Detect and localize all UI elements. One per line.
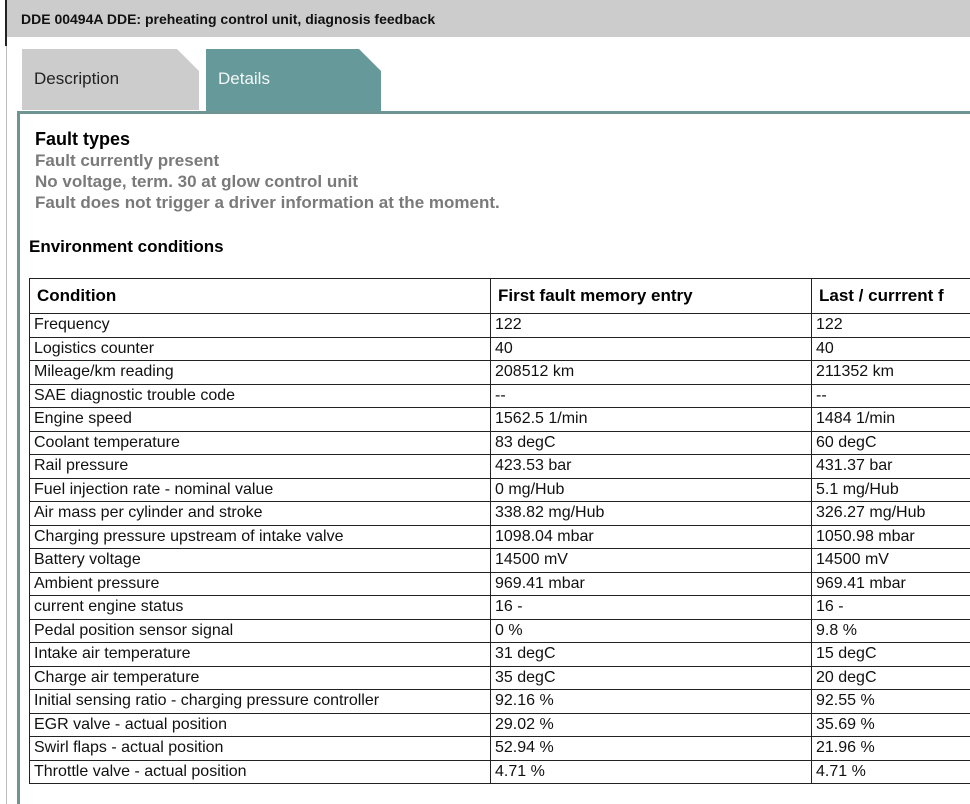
cell-last-entry: 14500 mV: [812, 549, 970, 573]
column-header-condition: Condition: [30, 279, 491, 314]
table-row: [30, 690, 970, 714]
cell-first-entry: 16 -: [491, 596, 812, 620]
table-row: [30, 643, 970, 667]
cell-last-entry: 16 -: [812, 596, 970, 620]
cell-first-entry: 83 degC: [491, 431, 812, 455]
cell-condition: Pedal position sensor signal: [30, 619, 491, 643]
cell-last-entry: 21.96 %: [812, 737, 970, 761]
cell-condition: Intake air temperature: [30, 643, 491, 667]
cell-last-entry: 40: [812, 337, 970, 361]
cell-first-entry: 92.16 %: [491, 690, 812, 714]
table-body: [30, 314, 970, 784]
table-row: [30, 737, 970, 761]
fault-types-heading: Fault types: [35, 129, 131, 149]
table-row: [30, 596, 970, 620]
cell-last-entry: 5.1 mg/Hub: [812, 478, 970, 502]
cell-first-entry: 40: [491, 337, 812, 361]
cell-condition: EGR valve - actual position: [30, 713, 491, 737]
environment-conditions-heading: Environment conditions: [29, 237, 224, 256]
fault-type-line: No voltage, term. 30 at glow control unit: [35, 172, 359, 191]
fault-type-line: Fault currently present: [35, 151, 220, 170]
cell-first-entry: 31 degC: [491, 643, 812, 667]
table-row: [30, 713, 970, 737]
cell-first-entry: 1098.04 mbar: [491, 525, 812, 549]
cell-condition: Fuel injection rate - nominal value: [30, 478, 491, 502]
table-row: [30, 549, 970, 573]
cell-last-entry: 326.27 mg/Hub: [812, 502, 970, 526]
cell-last-entry: 60 degC: [812, 431, 970, 455]
cell-first-entry: 208512 km: [491, 361, 812, 385]
fault-type-line: Fault does not trigger a driver information at the moment.: [35, 193, 500, 212]
cell-first-entry: 0 mg/Hub: [491, 478, 812, 502]
title-bar: [7, 0, 970, 37]
cell-first-entry: 35 degC: [491, 666, 812, 690]
tab-description[interactable]: [22, 49, 199, 110]
cell-first-entry: 14500 mV: [491, 549, 812, 573]
column-header-last-entry: Last / currrent f: [812, 279, 970, 314]
cell-first-entry: --: [491, 384, 812, 408]
cell-first-entry: 52.94 %: [491, 737, 812, 761]
cell-last-entry: 15 degC: [812, 643, 970, 667]
cell-last-entry: 211352 km: [812, 361, 970, 385]
table-row: [30, 408, 970, 432]
table-row: [30, 760, 970, 784]
cell-last-entry: 969.41 mbar: [812, 572, 970, 596]
cell-first-entry: 29.02 %: [491, 713, 812, 737]
cell-last-entry: --: [812, 384, 970, 408]
cell-condition: Charge air temperature: [30, 666, 491, 690]
cell-condition: Throttle valve - actual position: [30, 760, 491, 784]
cell-condition: Air mass per cylinder and stroke: [30, 502, 491, 526]
cell-last-entry: 431.37 bar: [812, 455, 970, 479]
cell-condition: Battery voltage: [30, 549, 491, 573]
table-row: [30, 361, 970, 385]
cell-last-entry: 35.69 %: [812, 713, 970, 737]
table-row: [30, 384, 970, 408]
page-title: DDE 00494A DDE: preheating control unit, diagnosis feedback: [21, 11, 436, 27]
tab-details-label: Details: [218, 69, 270, 88]
table-row: [30, 314, 970, 338]
table-row: [30, 666, 970, 690]
table-row: [30, 478, 970, 502]
cell-condition: Coolant temperature: [30, 431, 491, 455]
cell-condition: Ambient pressure: [30, 572, 491, 596]
cell-condition: Logistics counter: [30, 337, 491, 361]
cell-first-entry: 1562.5 1/min: [491, 408, 812, 432]
fault-types-section: [35, 129, 500, 213]
cell-condition: Mileage/km reading: [30, 361, 491, 385]
cell-first-entry: 969.41 mbar: [491, 572, 812, 596]
tab-details[interactable]: [206, 49, 381, 112]
cell-condition: Engine speed: [30, 408, 491, 432]
table-row: [30, 502, 970, 526]
table-header-row: [30, 279, 970, 314]
cell-first-entry: 0 %: [491, 619, 812, 643]
cell-first-entry: 338.82 mg/Hub: [491, 502, 812, 526]
cell-first-entry: 423.53 bar: [491, 455, 812, 479]
table-row: [30, 455, 970, 479]
table-row: [30, 619, 970, 643]
cell-first-entry: 4.71 %: [491, 760, 812, 784]
cell-condition: current engine status: [30, 596, 491, 620]
cell-condition: Initial sensing ratio - charging pressure controller: [30, 690, 491, 714]
window-left-border: [6, 0, 7, 804]
cell-first-entry: 122: [491, 314, 812, 338]
cell-condition: Swirl flaps - actual position: [30, 737, 491, 761]
cell-condition: SAE diagnostic trouble code: [30, 384, 491, 408]
table-row: [30, 337, 970, 361]
table-row: [30, 525, 970, 549]
cell-last-entry: 122: [812, 314, 970, 338]
tab-description-label: Description: [34, 69, 120, 88]
cell-condition: Rail pressure: [30, 455, 491, 479]
table-row: [30, 431, 970, 455]
cell-last-entry: 92.55 %: [812, 690, 970, 714]
column-header-first-entry: First fault memory entry: [491, 279, 812, 314]
cell-last-entry: 20 degC: [812, 666, 970, 690]
cell-condition: Charging pressure upstream of intake valve: [30, 525, 491, 549]
cell-last-entry: 9.8 %: [812, 619, 970, 643]
table-row: [30, 572, 970, 596]
cell-condition: Frequency: [30, 314, 491, 338]
environment-conditions-table: [29, 278, 970, 784]
cell-last-entry: 4.71 %: [812, 760, 970, 784]
cell-last-entry: 1484 1/min: [812, 408, 970, 432]
cell-last-entry: 1050.98 mbar: [812, 525, 970, 549]
